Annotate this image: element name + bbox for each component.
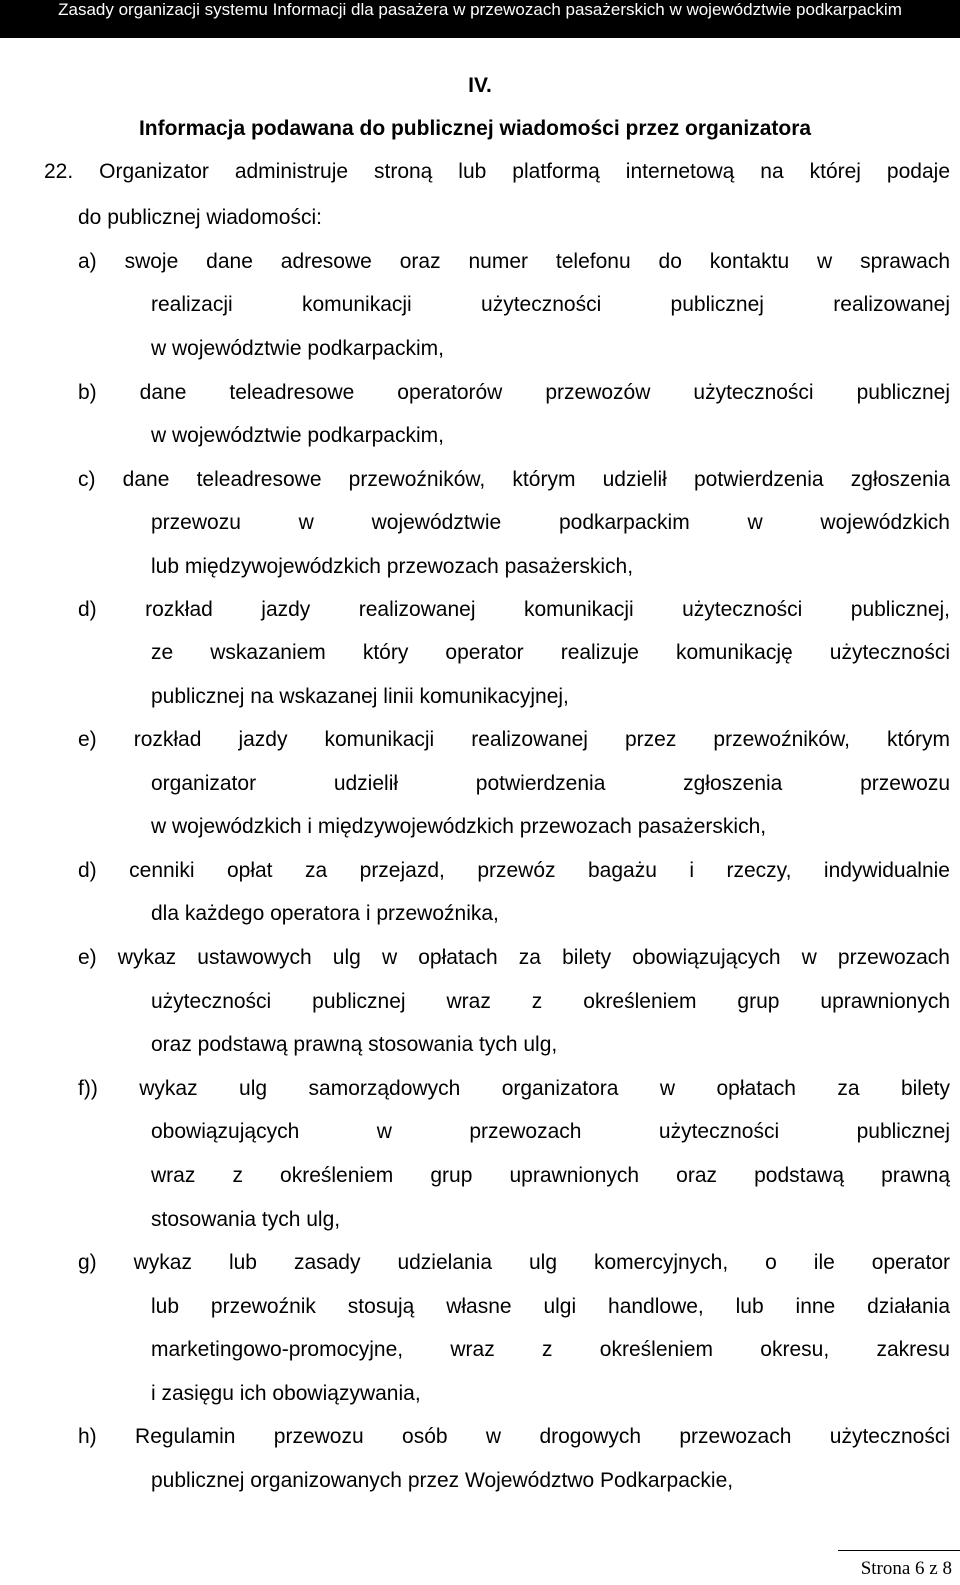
list-item-d1-line-3: publicznej na wskazanej linii komunikacyjnej, (151, 685, 569, 708)
list-item-e2-line-2: użyteczności publicznej wraz z określeniem grup uprawnionych (151, 990, 950, 1013)
list-item-d2-line-1: d) cenniki opłat za przejazd, przewóz bagażu i rzeczy, indywidualnie (78, 859, 950, 882)
list-item-b-line-2: w województwie podkarpackim, (151, 424, 444, 447)
footer-divider (838, 1550, 960, 1551)
list-item-g-line-4: i zasięgu ich obowiązywania, (151, 1382, 421, 1405)
list-item-g-line-2: lub przewoźnik stosują własne ulgi handlowe, lub inne działania (151, 1295, 950, 1318)
list-item-c-line-1: c) dane teleadresowe przewoźników, którym udzielił potwierdzenia zgłoszenia (78, 468, 950, 491)
list-item-h-line-2: publicznej organizowanych przez Województwo Podkarpackie, (151, 1469, 734, 1492)
list-item-f-line-3: wraz z określeniem grup uprawnionych oraz podstawą prawną (151, 1164, 950, 1187)
list-item-g-line-1: g) wykaz lub zasady udzielania ulg komercyjnych, o ile operator (78, 1251, 950, 1274)
list-item-e1-line-1: e) rozkład jazdy komunikacji realizowanej przez przewoźników, którym (78, 728, 950, 751)
list-item-e1-line-2: organizator udzielił potwierdzenia zgłoszenia przewozu (151, 772, 950, 795)
section-title: Informacja podawana do publicznej wiadomości przez organizatora (138, 117, 812, 140)
list-item-f-line-4: stosowania tych ulg, (151, 1208, 341, 1231)
list-item-e1-line-3: w wojewódzkich i międzywojewódzkich przewozach pasażerskich, (151, 815, 767, 838)
page-number: Strona 6 z 8 (860, 1558, 952, 1579)
list-item-f-line-2: obowiązujących w przewozach użyteczności publicznej (151, 1120, 950, 1143)
list-item-h-line-1: h) Regulamin przewozu osób w drogowych przewozach użyteczności (78, 1425, 950, 1448)
list-item-b-line-1: b) dane teleadresowe operatorów przewozów użyteczności publicznej (78, 381, 950, 404)
list-item-c-line-2: przewozu w województwie podkarpackim w wojewódzkich (151, 511, 950, 534)
paragraph-22-line-1: 22. Organizator administruje stroną lub platformą internetową na której podaje (44, 160, 950, 183)
running-header (0, 0, 960, 38)
paragraph-22-line-2: do publicznej wiadomości: (78, 206, 322, 229)
list-item-f-line-1: f)) wykaz ulg samorządowych organizatora w opłatach za bilety (78, 1077, 950, 1100)
list-item-c-line-3: lub międzywojewódzkich przewozach pasażerskich, (151, 555, 634, 578)
section-number: IV. (468, 74, 492, 97)
list-item-e2-line-3: oraz podstawą prawną stosowania tych ulg, (151, 1033, 558, 1056)
list-item-d1-line-1: d) rozkład jazdy realizowanej komunikacji użyteczności publicznej, (78, 598, 950, 621)
running-header-text: Zasady organizacji systemu Informacji dla pasażera w przewozach pasażerskich w województwie podkarpackim (58, 0, 902, 19)
list-item-a-line-2: realizacji komunikacji użyteczności publicznej realizowanej (151, 293, 950, 316)
list-item-d2-line-2: dla każdego operatora i przewoźnika, (151, 902, 499, 925)
list-item-g-line-3: marketingowo-promocyjne, wraz z określeniem okresu, zakresu (151, 1338, 950, 1361)
list-item-a-line-1: a) swoje dane adresowe oraz numer telefonu do kontaktu w sprawach (78, 250, 950, 273)
list-item-e2-line-1: e) wykaz ustawowych ulg w opłatach za bilety obowiązujących w przewozach (78, 946, 950, 969)
list-item-a-line-3: w województwie podkarpackim, (151, 337, 444, 360)
list-item-d1-line-2: ze wskazaniem który operator realizuje komunikację użyteczności (151, 641, 950, 664)
